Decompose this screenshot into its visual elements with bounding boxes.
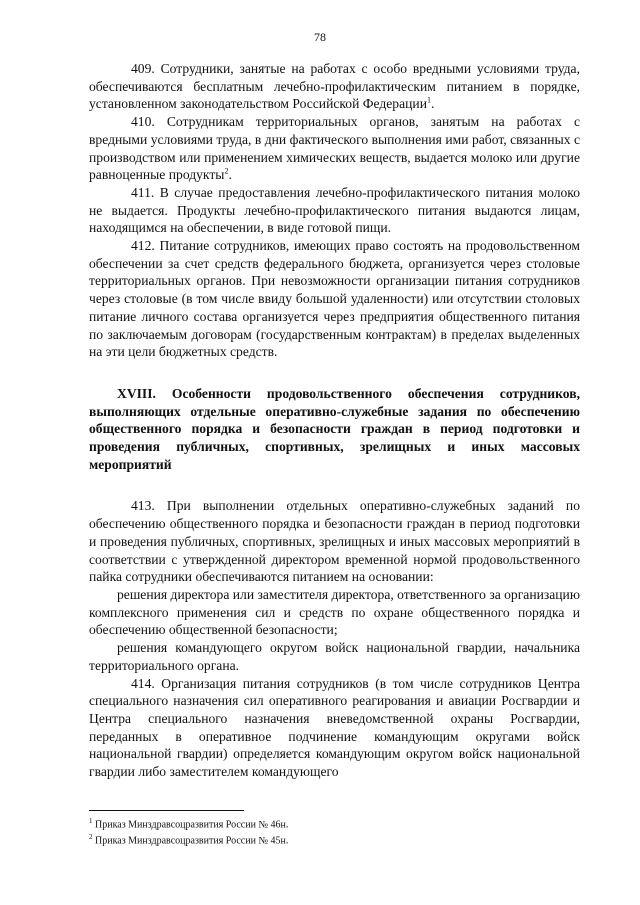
footnote-separator [89, 810, 244, 811]
section-heading: XVIII. Особенности продовольственного обеспечения сотрудников, выполняющих отдельные оперативно-служебные задания по обеспечению общественного порядка и безопасности граждан в период подготовки и проведения публичных, спортивных, зрелищных и иных массовых мероприятий [89, 385, 580, 472]
footnote-1 [89, 815, 580, 831]
paragraph-tail: . [228, 167, 232, 183]
paragraph-409 [89, 60, 580, 113]
footnote-text: Приказ Минздравсоцразвития России № 45н. [95, 835, 289, 847]
paragraph-410 [89, 113, 580, 184]
paragraph-text: 412. Питание сотрудников, имеющих право состоять на продовольственном обеспечении за счет средств федерального бюджета, организуется через столовые территориальных органов. При невозможности организации питания сотрудников через столовые (в том числе ввиду большой удаленности) или отсутствии столовых питание личного состава организуется через предприятия общественного питания по заключаемым договорам (государственным контрактам) в пределах выделенных на эти цели бюджетных средств. [89, 238, 580, 360]
paragraph-412 [89, 237, 580, 361]
footnote-text: Приказ Минздравсоцразвития России № 46н. [95, 819, 289, 831]
paragraph-tail: . [430, 96, 435, 112]
footnote-ref: 2 [224, 166, 229, 176]
paragraph-text: 409. Сотрудники, занятые на работах с особо вредными условиями труда, обеспечиваются бесплатным лечебно-профилактическим питанием в порядке, установленном законодательством Российской Федерации [89, 61, 580, 112]
footnote-number: 1 [89, 817, 93, 825]
footnote-number: 2 [89, 833, 93, 842]
list-item: решения директора или заместителя директора, ответственного за организацию комплексного применения сил и средств по охране общественного порядка и обеспечению общественной безопасности; [89, 586, 580, 638]
paragraph-411 [89, 184, 580, 237]
list-item: решения командующего округом войск национальной гвардии, начальника территориального органа. [89, 640, 580, 673]
paragraph-414: 414. Организация питания сотрудников (в том числе сотрудников Центра специального назначения сил оперативного реагирования и авиации Росгвардии и Центра специального назначения вневедомственной охраны Росгвардии, переданных в оперативное подчинение командующим округами войск национальной гвардии) определяется командующим округом войск национальной гвардии либо заместителем командующего [89, 675, 580, 780]
paragraph-text: 410. Сотрудникам территориальных органов, занятым на работах с вредными условиями труда, в дни фактического выполнения ими работ, связанных с производством или применением химических веществ, выдается молоко или другие равноценные продукты [89, 114, 580, 183]
footnotes [89, 815, 580, 848]
document-body [89, 60, 580, 781]
paragraph-text: 411. В случае предоставления лечебно-профилактического питания молоко не выдается. Продукты лечебно-профилактического питания выдаются лицам, находящимся на обеспечении, в виде готовой пищи. [89, 184, 580, 236]
paragraph-413: 413. При выполнении отдельных оперативно-служебных заданий по обеспечению общественного порядка и безопасности граждан в период подготовки и проведения публичных, спортивных, зрелищных и иных массовых мероприятий в соответствии с утвержденной директором временной нормой продовольственного пайка сотрудники обеспечиваются питанием на основании: [89, 498, 580, 585]
footnote-ref: 1 [426, 95, 431, 105]
page-number: 78 [314, 30, 326, 44]
footnote-2 [89, 831, 580, 847]
